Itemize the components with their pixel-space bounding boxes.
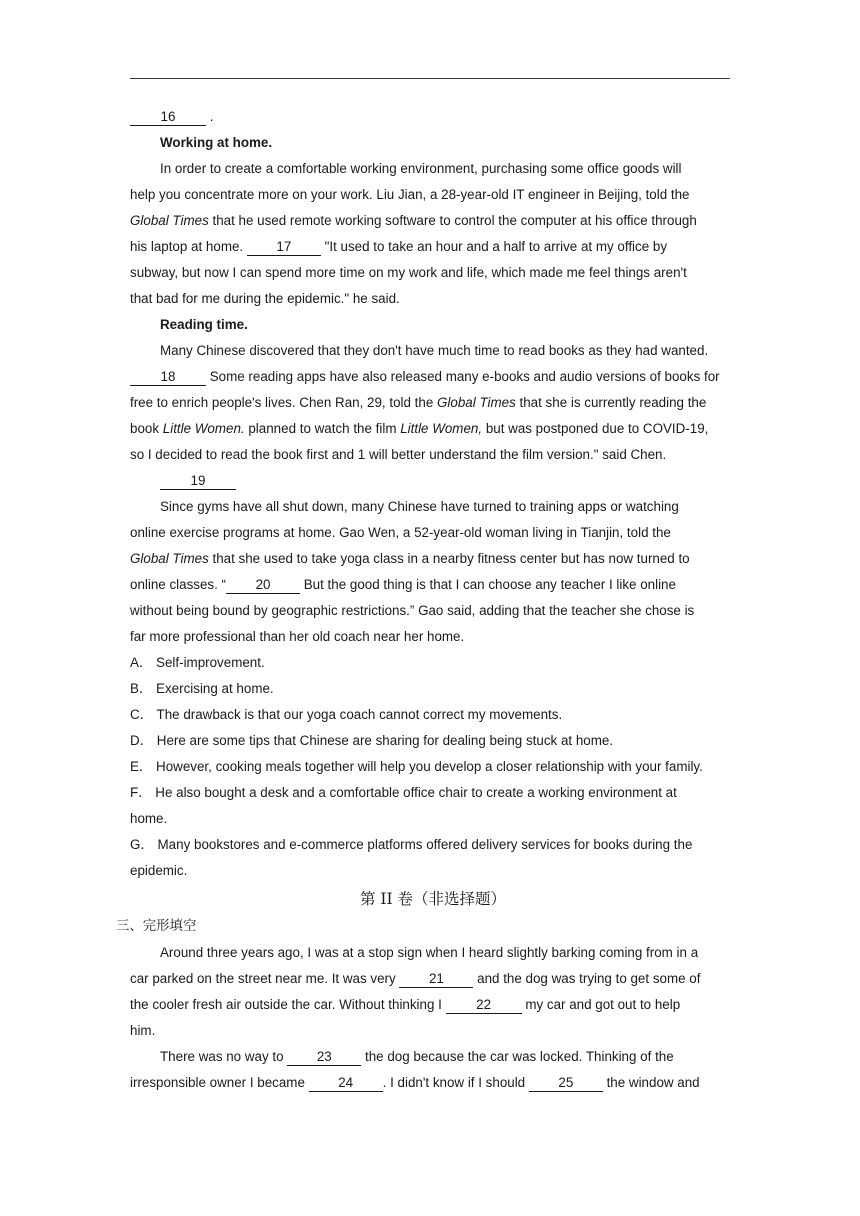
section-heading-cloze: 三、完形填空: [116, 919, 197, 934]
paragraph-line: [130, 208, 736, 234]
italic-text: Little Women.: [162, 421, 245, 436]
option-g-cont: epidemic.: [130, 863, 188, 878]
blank-18[interactable]: 18: [130, 369, 206, 386]
paragraph-line: Around three years ago, I was at a stop sign when I heard slightly barking coming from in a: [160, 945, 699, 960]
text: that he used remote working software to control the computer at his office through: [208, 213, 697, 228]
paragraph-line: In order to create a comfortable working environment, purchasing some office goods will: [160, 161, 682, 176]
paragraph-line: so I decided to read the book first and 1 will better understand the film version." said Chen.: [130, 447, 667, 462]
blank-25[interactable]: 25: [529, 1075, 603, 1092]
text: planned to watch the film: [244, 421, 401, 436]
section-heading-blank-line: [130, 468, 736, 494]
blank-22[interactable]: 22: [446, 997, 522, 1014]
text: that she is currently reading the: [515, 395, 707, 410]
text: There was no way to: [160, 1049, 288, 1064]
text: online classes. “: [130, 577, 227, 592]
paragraph-line: subway, but now I can spend more time on my work and life, which made me feel things aren't: [130, 265, 687, 280]
paragraph-line: [130, 1070, 736, 1096]
option-g: G． Many bookstores and e-commerce platforms offered delivery services for books during the: [130, 837, 693, 852]
paragraph-line: without being bound by geographic restrictions.” Gao said, adding that the teacher she chose is: [130, 603, 695, 618]
paragraph-line: [130, 992, 736, 1018]
text: but was postponed due to COVID-19,: [482, 421, 709, 436]
blank-19[interactable]: 19: [160, 473, 236, 490]
text: But the good thing is that I can choose any teacher I like online: [300, 577, 676, 592]
section-heading-working: Working at home.: [160, 135, 273, 150]
text: . I didn't know if I should: [382, 1075, 529, 1090]
part-two-title: 第 II 卷（非选择题）: [359, 890, 507, 908]
paragraph-line: Since gyms have all shut down, many Chinese have turned to training apps or watching: [160, 499, 679, 514]
header-rule: [130, 78, 730, 79]
text: the window and: [602, 1075, 700, 1090]
paragraph-line: help you concentrate more on your work. Liu Jian, a 28-year-old IT engineer in Beijing, told the: [130, 187, 690, 202]
paragraph-line: him.: [130, 1023, 156, 1038]
option-d: D． Here are some tips that Chinese are sharing for dealing being stuck at home.: [130, 733, 614, 748]
option-e: E． However, cooking meals together will help you develop a closer relationship with your family.: [130, 759, 703, 774]
paragraph-line: [130, 390, 736, 416]
text: the dog because the car was locked. Thinking of the: [361, 1049, 674, 1064]
section-heading-reading: Reading time.: [160, 317, 248, 332]
paragraph-line: [130, 416, 736, 442]
blank-16[interactable]: 16: [130, 109, 206, 126]
blank-21[interactable]: 21: [399, 971, 473, 988]
text: his laptop at home.: [130, 239, 247, 254]
text: free to enrich people's lives. Chen Ran, 29, told the: [130, 395, 438, 410]
text: irresponsible owner I became: [130, 1075, 309, 1090]
text: car parked on the street near me. It was very: [130, 971, 400, 986]
paragraph-line: Many Chinese discovered that they don't have much time to read books as they had wanted.: [160, 343, 709, 358]
paragraph-line: [130, 546, 736, 572]
text: book: [130, 421, 163, 436]
text: the cooler fresh air outside the car. Without thinking I: [130, 997, 446, 1012]
paragraph-line: [130, 234, 736, 260]
option-f: F． He also bought a desk and a comfortable office chair to create a working environment at: [130, 785, 677, 800]
text: Some reading apps have also released many e-books and audio versions of books for: [206, 369, 720, 384]
blank-17[interactable]: 17: [247, 239, 321, 256]
paragraph-line: [130, 966, 736, 992]
italic-text: Global Times: [130, 213, 209, 228]
text: "It used to take an hour and a half to arrive at my office by: [320, 239, 668, 254]
paragraph-line: [130, 572, 736, 598]
italic-text: Little Women,: [400, 421, 483, 436]
blank-20[interactable]: 20: [226, 577, 300, 594]
text: my car and got out to help: [521, 997, 681, 1012]
document-page: [116, 104, 736, 1096]
paragraph-line: online exercise programs at home. Gao Wen, a 52-year-old woman living in Tianjin, told the: [130, 525, 671, 540]
italic-text: Global Times: [130, 551, 209, 566]
option-f-cont: home.: [130, 811, 168, 826]
paragraph-line: that bad for me during the epidemic." he said.: [130, 291, 400, 306]
option-c: C． The drawback is that our yoga coach cannot correct my movements.: [130, 707, 563, 722]
paragraph-line: [130, 364, 736, 390]
continuation-line: [130, 104, 736, 130]
blank-23[interactable]: 23: [287, 1049, 361, 1066]
blank-24[interactable]: 24: [309, 1075, 383, 1092]
text: and the dog was trying to get some of: [473, 971, 701, 986]
italic-text: Global Times: [437, 395, 516, 410]
option-a: A． Self-improvement.: [130, 655, 265, 670]
text: that she used to take yoga class in a nearby fitness center but has now turned to: [208, 551, 690, 566]
text: .: [206, 109, 214, 124]
option-b: B． Exercising at home.: [130, 681, 274, 696]
paragraph-line: [130, 1044, 736, 1070]
paragraph-line: far more professional than her old coach near her home.: [130, 629, 465, 644]
